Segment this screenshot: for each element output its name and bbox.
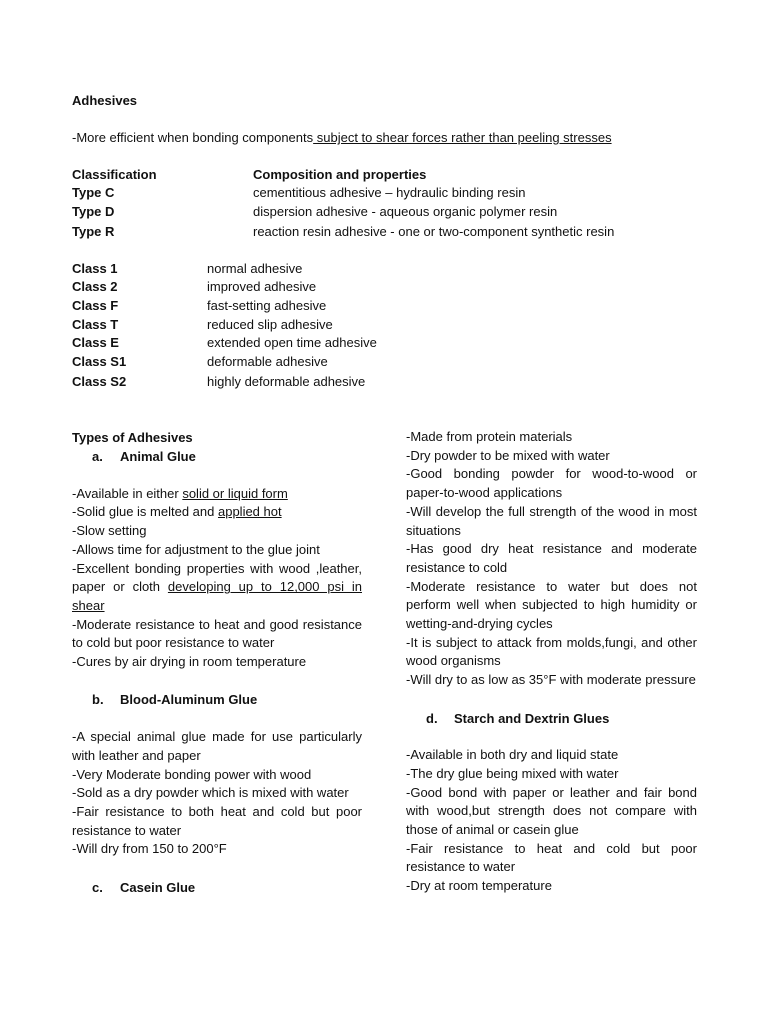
class-description: reduced slip adhesive xyxy=(207,317,333,332)
paragraph: -It is subject to attack from molds,fungi, and other wood organisms xyxy=(406,634,697,669)
section-name: Casein Glue xyxy=(120,879,196,895)
paragraph: -Fair resistance to heat and cold but poor resistance to water xyxy=(406,840,697,875)
list-letter: a. xyxy=(92,449,103,464)
list-letter: b. xyxy=(92,692,104,708)
paragraph: -Sold as a dry powder which is mixed with water xyxy=(72,785,349,801)
animal-glue-heading xyxy=(72,447,362,466)
class-label: Class E xyxy=(72,335,119,350)
paragraph: -Made from protein materials xyxy=(406,429,573,444)
classification-header: Classification xyxy=(72,167,157,182)
class-description: deformable adhesive xyxy=(207,354,328,369)
class-description: highly deformable adhesive xyxy=(207,374,366,389)
text: -Excellent bonding properties with wood ,leather, paper or cloth xyxy=(72,560,362,595)
blood-glue-heading xyxy=(72,690,362,709)
casein-glue-heading xyxy=(72,878,362,897)
type-description: dispersion adhesive - aqueous organic polymer resin xyxy=(253,204,558,219)
types-heading: Types of Adhesives xyxy=(72,430,193,445)
section-name: Starch and Dextrin Glues xyxy=(454,710,610,726)
type-label: Type D xyxy=(72,204,115,219)
right-column xyxy=(406,428,697,896)
paragraph: -Dry at room temperature xyxy=(406,878,552,894)
paragraph: -Cures by air drying in room temperature xyxy=(72,654,307,670)
paragraph: -Moderate resistance to heat and good resistance to cold but poor resistance to water xyxy=(72,616,362,651)
paragraph: -Moderate resistance to water but does not perform well when subjected to high humidity or wetting-and-drying cycles xyxy=(406,578,697,632)
type-description: cementitious adhesive – hydraulic binding resin xyxy=(253,185,526,200)
class-label: Class 1 xyxy=(72,261,118,276)
paragraph: -The dry glue being mixed with water xyxy=(406,765,619,781)
paragraph: -Allows time for adjustment to the glue joint xyxy=(72,541,320,557)
class-label: Class F xyxy=(72,298,119,313)
underlined-text: applied hot xyxy=(217,504,282,520)
class-label: Class S1 xyxy=(72,354,127,369)
class-label: Class 2 xyxy=(72,279,118,294)
paragraph xyxy=(72,485,362,504)
paragraph: -Good bonding powder for wood-to-wood or paper-to-wood applications xyxy=(406,466,697,501)
paragraph: -Available in both dry and liquid state xyxy=(406,747,619,763)
paragraph: -A special animal glue made for use particularly with leather and paper xyxy=(72,729,362,763)
blood-glue-body xyxy=(72,728,362,859)
casein-glue-body xyxy=(406,428,697,690)
paragraph: -Slow setting xyxy=(72,523,147,539)
paragraph: -Dry powder to be mixed with water xyxy=(406,447,610,463)
animal-glue-body xyxy=(72,485,362,672)
text: -Solid glue is melted and xyxy=(72,504,218,520)
type-label: Type R xyxy=(72,224,115,239)
left-column xyxy=(72,428,362,897)
text: -Available in either xyxy=(72,485,183,501)
intro-line xyxy=(72,128,612,147)
paragraph: -Will dry from 150 to 200°F xyxy=(72,841,227,857)
underlined-text: solid or liquid form xyxy=(182,485,288,501)
intro-underlined-text: subject to shear forces rather than peeling stresses xyxy=(313,130,612,145)
intro-text: -More efficient when bonding components xyxy=(72,130,314,145)
paragraph: -Fair resistance to both heat and cold but poor resistance to water xyxy=(72,803,362,838)
starch-glue-body xyxy=(406,746,697,896)
paragraph xyxy=(72,560,362,616)
class-label: Class S2 xyxy=(72,374,127,389)
list-letter: d. xyxy=(426,710,438,726)
class-description: extended open time adhesive xyxy=(207,335,377,350)
paragraph: -Will dry to as low as 35°F with moderate pressure xyxy=(406,672,696,688)
underlined-text: developing up to 12,000 psi in shear xyxy=(72,579,362,613)
paragraph: -Very Moderate bonding power with wood xyxy=(72,766,312,782)
starch-glue-heading xyxy=(406,709,697,728)
class-label: Class T xyxy=(72,317,119,332)
section-name: Animal Glue xyxy=(120,449,196,464)
paragraph: -Will develop the full strength of the wood in most situations xyxy=(406,503,697,538)
paragraph xyxy=(72,503,362,522)
type-description: reaction resin adhesive - one or two-component synthetic resin xyxy=(253,224,615,239)
paragraph: -Has good dry heat resistance and moderate resistance to cold xyxy=(406,541,697,575)
class-description: normal adhesive xyxy=(207,261,303,276)
class-description: improved adhesive xyxy=(207,279,317,294)
page-title: Adhesives xyxy=(72,93,138,108)
paragraph: -Good bond with paper or leather and fair bond with wood,but strength does not compare with those of animal or casein glue xyxy=(406,784,697,838)
composition-header: Composition and properties xyxy=(253,167,427,182)
type-label: Type C xyxy=(72,185,115,200)
class-description: fast-setting adhesive xyxy=(207,298,327,313)
list-letter: c. xyxy=(92,879,103,895)
section-name: Blood-Aluminum Glue xyxy=(120,692,258,708)
